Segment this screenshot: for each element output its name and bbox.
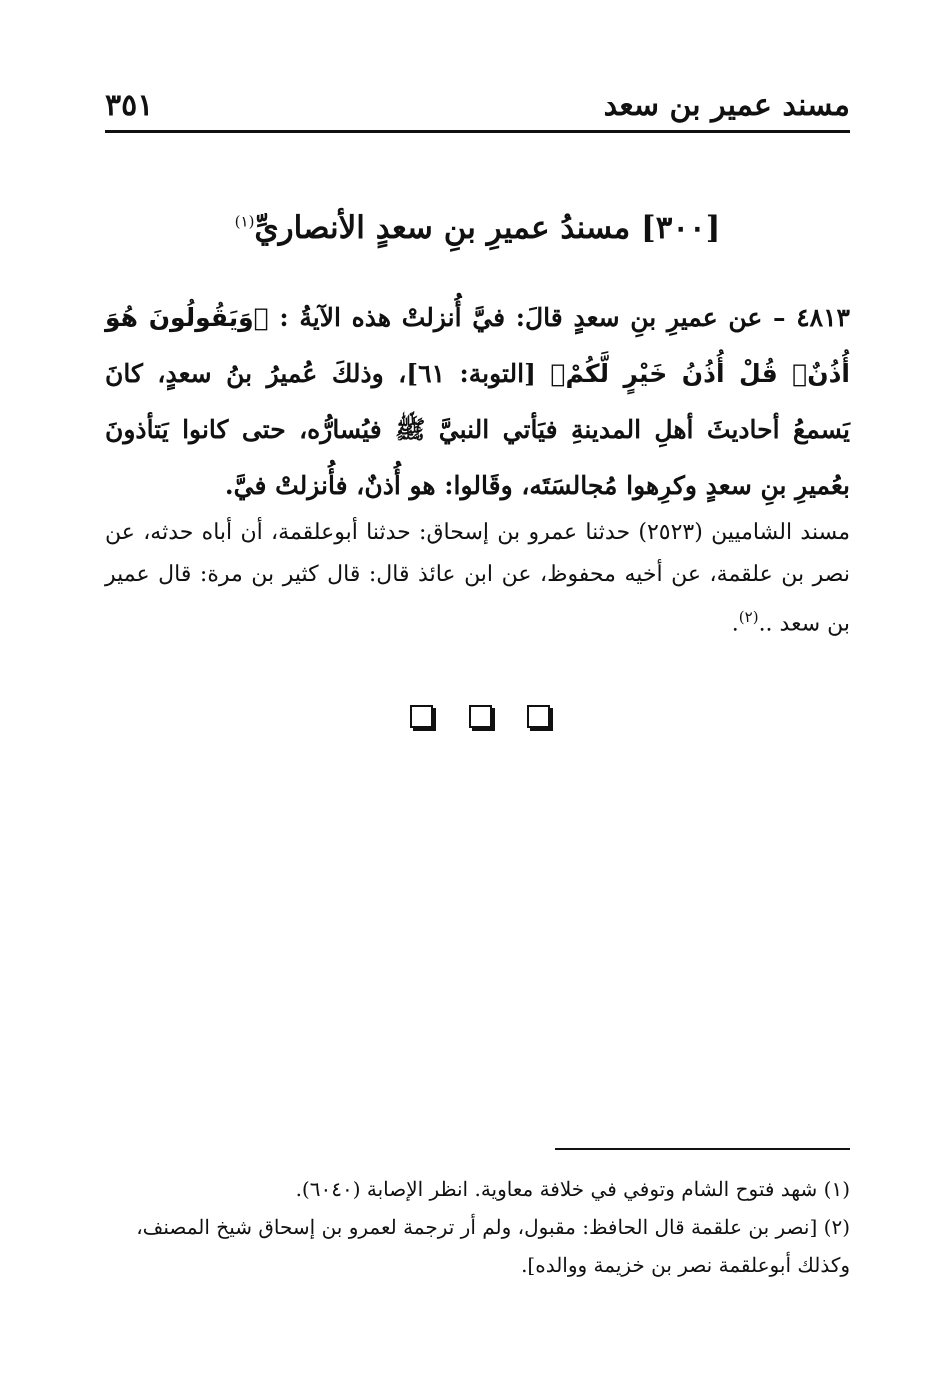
footnote-ref-2: (٢) [738, 608, 759, 626]
page-number: ٣٥١ [105, 88, 154, 123]
hadith-paragraph [105, 290, 850, 514]
footnote-ref-1: (١) [234, 212, 255, 231]
source-paragraph [105, 512, 850, 645]
source-end: . [731, 611, 739, 637]
footnote-item [105, 1208, 850, 1284]
separator-square-icon [410, 705, 433, 728]
quran-verse: ﴿وَيَقُولُونَ هُوَ أُذُنٌۚ قُلْ أُذُنُ خَيْرٍ لَّكُمْ﴾ [105, 303, 850, 388]
footnote-text: [نصر بن علقمة قال الحافظ: مقبول، ولم أر ترجمة لعمرو بن إسحاق شيخ المصنف، وكذلك أبوعلقمة نصر بن خزيمة ووالده]. [136, 1215, 850, 1277]
section-heading [105, 210, 850, 246]
section-heading-text: [٣٠٠] مسندُ عميرِ بنِ سعدٍ الأنصاريِّ [254, 210, 721, 246]
hadith-number: ٤٨١٣ – [773, 303, 850, 332]
footnote-item [105, 1170, 850, 1208]
running-header-title: مسند عمير بن سعد [603, 88, 850, 123]
section-separator [410, 705, 550, 729]
footnote-rule [555, 1148, 850, 1150]
running-header [105, 82, 850, 130]
separator-square-icon [527, 705, 550, 728]
hadith-text-rest: [التوبة: ٦١]، وذلكَ عُميرُ بنُ سعدٍ، كانَ يَسمعُ أحاديثَ أهلِ المدينةِ فيَأتي النبيَّ ﷺ فيُسارُّه، حتى كانوا يَتأذونَ بعُميرِ بنِ سعدٍ وكرِهوا مُجالسَتَه، وقَالوا: هو أُذنٌ، فأُنزلتْ فيَّ. [105, 359, 850, 500]
header-rule [105, 130, 850, 133]
source-text: مسند الشاميين (٢٥٢٣) حدثنا عمرو بن إسحاق: حدثنا أبوعلقمة، أن أباه حدثه، عن نصر بن علقمة، عن أخيه محفوظ، عن ابن عائذ قال: قال كثير بن مرة: قال عمير بن سعد .. [105, 520, 850, 637]
footnote-marker: (١) [823, 1177, 850, 1201]
separator-square-icon [469, 705, 492, 728]
footnote-text: شهد فتوح الشام وتوفي في خلافة معاوية. انظر الإصابة (٦٠٤٠). [295, 1177, 818, 1201]
footnotes [105, 1170, 850, 1284]
footnote-marker: (٢) [823, 1215, 850, 1239]
hadith-text-intro: عن عميرِ بنِ سعدٍ قالَ: فيَّ أُنزلتْ هذه الآيةُ : [279, 303, 763, 332]
